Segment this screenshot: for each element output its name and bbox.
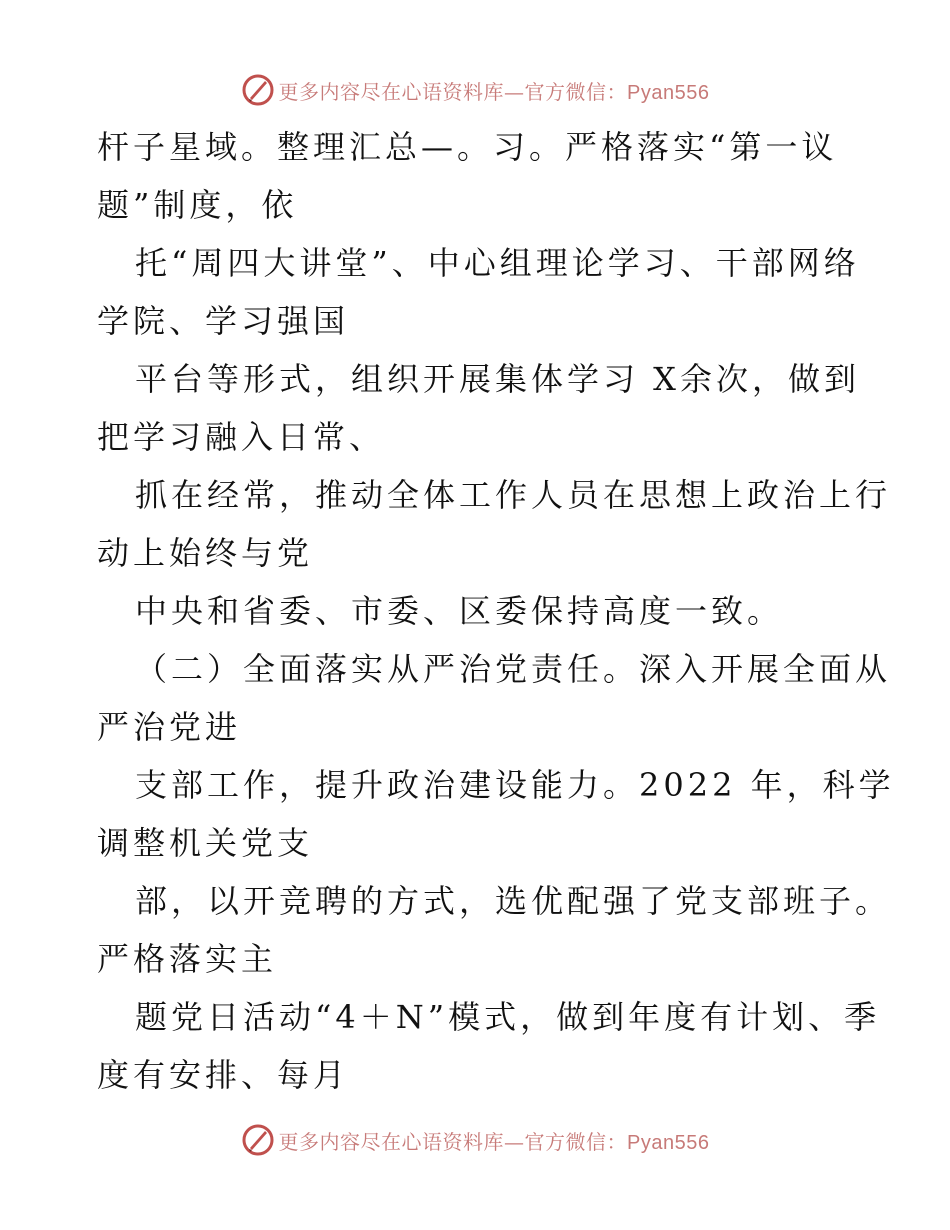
footer-banner <box>0 1120 950 1160</box>
text-line: 托“周四大讲堂”、中心组理论学习、干部网络 <box>135 244 860 282</box>
text-line: 平台等形式，组织开展集体学习 X余次，做到 <box>135 360 860 398</box>
document-body <box>97 118 895 1104</box>
text-line: 把学习融入日常、 <box>97 418 386 456</box>
header-text: 更多内容尽在心语资料库—官方微信：Pyan556 <box>278 79 710 104</box>
footer-text: 更多内容尽在心语资料库—官方微信：Pyan556 <box>278 1129 710 1154</box>
quill-logo-icon <box>241 73 275 107</box>
text-line: 中央和省委、市委、区委保持高度一致。 <box>135 592 784 630</box>
footer-wechat-id: Pyan556 <box>627 1131 710 1154</box>
text-line: 部，以开竞聘的方式，选优配强了党支部班子。 <box>135 882 892 920</box>
text-line: 题党日活动“4＋N”模式，做到年度有计划、季 <box>135 998 881 1036</box>
text-line: 度有安排、每月 <box>97 1056 350 1094</box>
text-line: 杆子星域。整理汇总—。习。严格落实“第一议 <box>97 128 838 166</box>
header-wechat-id: Pyan556 <box>627 81 710 104</box>
text-line: 支部工作，提升政治建设能力。2022 年，科学 <box>135 766 895 804</box>
text-line: 调整机关党支 <box>97 824 314 862</box>
text-line: 学院、学习强国 <box>97 302 350 340</box>
text-line: 严治党进 <box>97 708 242 746</box>
text-line: 动上始终与党 <box>97 534 314 572</box>
text-line: 抓在经常，推动全体工作人员在思想上政治上行 <box>135 476 892 514</box>
text-line: 严格落实主 <box>97 940 278 978</box>
quill-logo-icon <box>241 1123 275 1157</box>
header-banner <box>0 70 950 110</box>
text-line: （二）全面落实从严治党责任。深入开展全面从 <box>135 650 892 688</box>
text-line: 题”制度，依 <box>97 186 298 224</box>
